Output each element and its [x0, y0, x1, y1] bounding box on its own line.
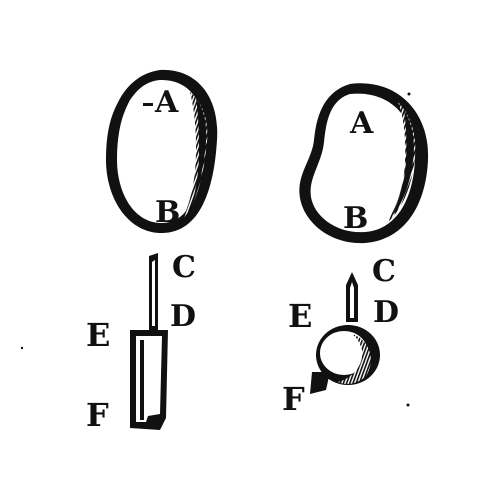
left-label-a: A: [155, 85, 179, 120]
left-label-c: C: [172, 250, 196, 285]
right-label-f: F: [282, 380, 305, 418]
right-needle: [310, 272, 380, 394]
right-figure: [282, 83, 428, 418]
left-label-f: F: [86, 396, 109, 434]
left-needle: [130, 253, 168, 430]
right-label-a: A: [350, 106, 374, 141]
left-figure: [86, 70, 217, 434]
left-label-b: B: [155, 195, 181, 230]
ink-speck: [21, 347, 23, 349]
ink-speck: [407, 404, 410, 407]
right-label-e: E: [288, 297, 313, 335]
ink-speck: [408, 93, 411, 96]
left-label-e: E: [86, 316, 111, 354]
left-label-d: D: [170, 299, 197, 334]
right-label-c: C: [372, 254, 396, 289]
right-label-b: B: [343, 201, 369, 236]
right-label-d: D: [373, 295, 400, 330]
